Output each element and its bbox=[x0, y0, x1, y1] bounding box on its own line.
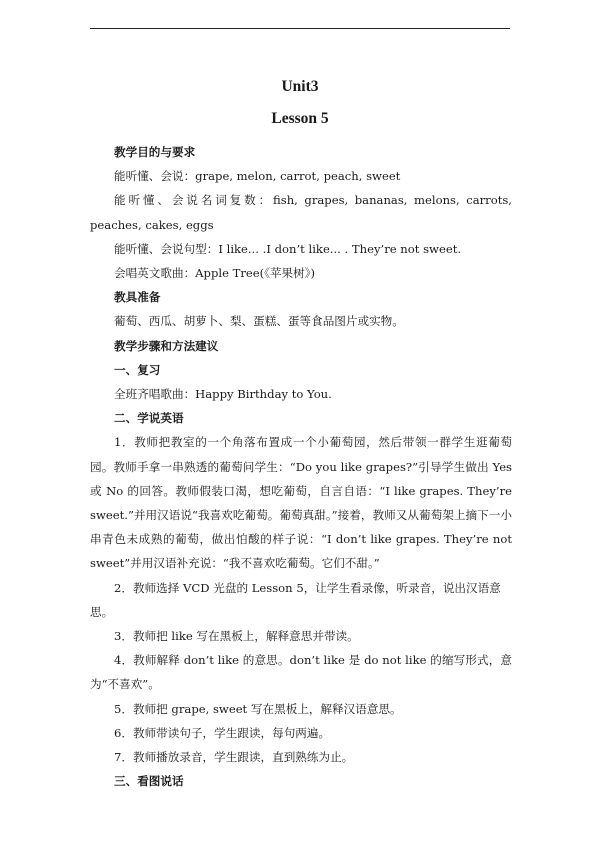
step-4: 4．教师解释 don’t like 的意思。don’t like 是 do not like 的缩写形式，意为“不喜欢”。 bbox=[90, 653, 512, 692]
step-5: 5．教师把 grape, sweet 写在黑板上，解释汉语意思。 bbox=[114, 701, 402, 716]
document-body bbox=[90, 140, 512, 793]
objective-sentences: 能听懂、会说句型：I like... .I don’t like... . They’re not sweet. bbox=[114, 241, 462, 256]
section-heading-steps: 教学步骤和方法建议 bbox=[114, 338, 219, 353]
materials-list: 葡萄、西瓜、胡萝卜、梨、蛋糕、蛋等食品图片或实物。 bbox=[114, 314, 404, 329]
section-heading-picture-talk: 三、看图说话 bbox=[114, 774, 184, 789]
objective-song: 会唱英文歌曲：Apple Tree(《苹果树》) bbox=[114, 266, 316, 281]
lesson-title: Lesson 5 bbox=[271, 110, 329, 127]
step-2: 2．教师选择 VCD 光盘的 Lesson 5，让学生看录像，听录音，说出汉语意思。 bbox=[90, 580, 501, 619]
step-7: 7．教师播放录音，学生跟读，直到熟练为止。 bbox=[114, 750, 354, 765]
section-heading-learn-english: 二、学说英语 bbox=[114, 411, 184, 426]
unit-title: Unit3 bbox=[281, 78, 319, 95]
header-rule bbox=[90, 28, 510, 29]
objective-plurals: 能听懂、会说名词复数：fish, grapes, bananas, melons, carrots, peaches, cakes, eggs bbox=[90, 193, 512, 232]
objective-vocabulary: 能听懂、会说：grape, melon, carrot, peach, sweet bbox=[114, 169, 401, 184]
step-6: 6．教师带读句子，学生跟读，每句两遍。 bbox=[114, 725, 331, 740]
section-heading-review: 一、复习 bbox=[114, 362, 161, 377]
step-3: 3．教师把 like 写在黑板上，解释意思并带读。 bbox=[114, 629, 359, 644]
section-heading-objectives: 教学目的与要求 bbox=[114, 145, 196, 159]
step-1: 1．教师把教室的一个角落布置成一个小葡萄园，然后带领一群学生逛葡萄园。教师手拿一串熟透的葡萄问学生：“Do you like grapes?”引导学生做出 Yes 或 No 的回答。教师假装口渴，想吃葡萄，自言自语：“I like grapes. They’re sweet.”并用汉语说“我喜欢吃葡萄。葡萄真甜。”接着，教师又从葡萄架上摘下一小串青色未成熟的葡萄，做出怕酸的样子说：“I don’t like grapes. They’re not sweet”并用汉语补充说：“我不喜欢吃葡萄。它们不甜。” bbox=[90, 435, 512, 571]
review-text: 全班齐唱歌曲：Happy Birthday to You. bbox=[114, 387, 332, 402]
section-heading-materials: 教具准备 bbox=[114, 290, 161, 305]
